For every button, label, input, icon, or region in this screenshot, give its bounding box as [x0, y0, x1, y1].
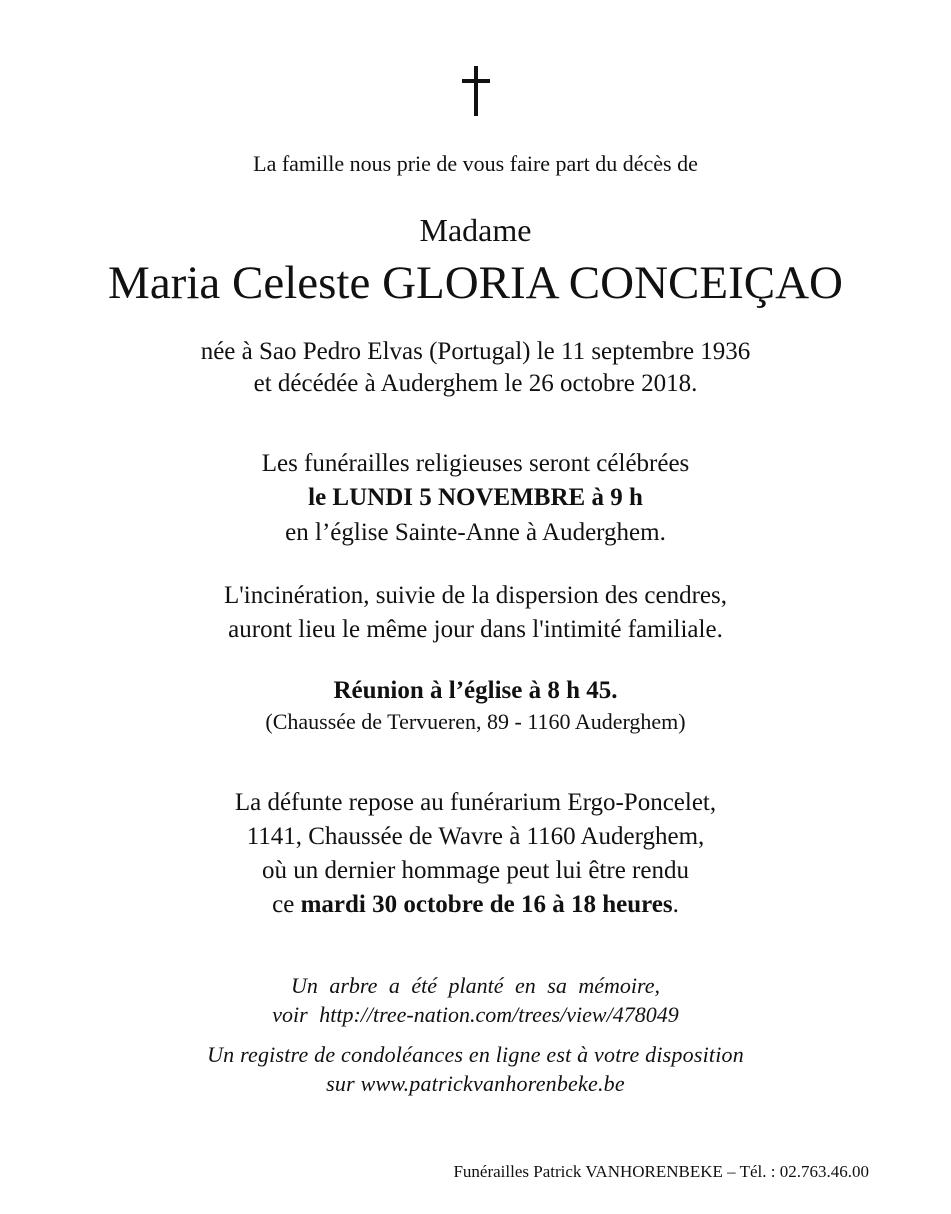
birth-line: née à Sao Pedro Elvas (Portugal) le 11 septembre 1936: [200, 338, 751, 365]
meeting-address: (Chaussée de Tervueren, 89 - 1160 Auderghem): [265, 709, 686, 734]
tree-link[interactable]: voir http://tree-nation.com/trees/view/478049: [272, 1002, 679, 1027]
cremation-line-1: L'incinération, suivie de la dispersion des cendres,: [224, 582, 727, 609]
death-line: et décédée à Auderghem le 26 octobre 2018.: [253, 370, 698, 397]
repose-line-2: 1141, Chaussée de Wavre à 1160 Auderghem,: [246, 823, 705, 850]
funeral-line-1: Les funérailles religieuses seront célébrées: [261, 450, 690, 477]
repose-line-4: [0, 888, 951, 922]
intro-text: La famille nous prie de vous faire part du décès de: [253, 151, 698, 176]
tree-line-1: Un arbre a été planté en sa mémoire,: [290, 973, 661, 998]
repose-block: [0, 786, 951, 922]
repose-line-3: où un dernier hommage peut lui être rendu: [262, 857, 689, 884]
registry-block: [0, 1040, 951, 1098]
cremation-block: [0, 579, 951, 647]
birth-death-block: [0, 336, 951, 400]
registry-line-1: Un registre de condoléances en ligne est à votre disposition: [207, 1042, 744, 1067]
repose-suffix: .: [672, 891, 679, 918]
honorific: Madame: [419, 212, 532, 248]
funeral-location: en l’église Sainte-Anne à Auderghem.: [285, 519, 666, 546]
deceased-name: Maria Celeste GLORIA CONCEIÇAO: [108, 257, 843, 309]
repose-line-1: La défunte repose au funérarium Ergo-Poncelet,: [234, 789, 717, 816]
funeral-home-footer: Funérailles Patrick VANHORENBEKE – Tél. : 02.763.46.00: [453, 1162, 869, 1181]
cremation-line-2: auront lieu le même jour dans l'intimité familiale.: [228, 616, 723, 643]
registry-link[interactable]: sur www.patrickvanhorenbeke.be: [326, 1071, 625, 1096]
funeral-date: le LUNDI 5 NOVEMBRE à 9 h: [308, 484, 643, 511]
cross-icon: [459, 66, 493, 116]
tree-block: [0, 971, 951, 1029]
repose-prefix: ce: [272, 891, 301, 918]
meeting-time: Réunion à l’église à 8 h 45.: [333, 677, 618, 704]
repose-visit-time: mardi 30 octobre de 16 à 18 heures: [300, 891, 673, 918]
